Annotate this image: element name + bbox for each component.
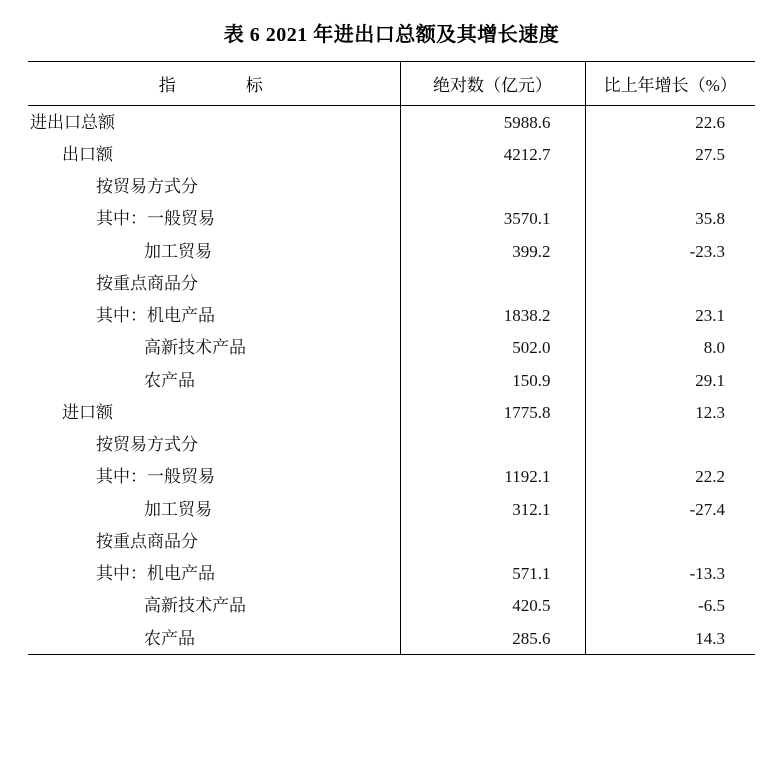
table-row [28,138,755,170]
row-growth-value: 14.3 [585,622,755,655]
row-growth-value [585,525,755,557]
table-row [28,429,755,461]
column-header-absolute: 绝对数（亿元） [400,62,585,106]
row-label: 出口额 [62,144,113,164]
row-growth-value: 35.8 [585,203,755,235]
row-absolute-value: 420.5 [400,590,585,622]
table-body [28,106,755,655]
row-label: 按贸易方式分 [96,177,198,196]
row-absolute-value: 150.9 [400,364,585,396]
row-growth-value: -6.5 [585,590,755,622]
table-title: 表 6 2021 年进出口总额及其增长速度 [223,24,560,46]
table-header-row [28,62,755,106]
row-absolute-value [400,525,585,557]
row-growth-value [585,267,755,299]
row-growth-value: 29.1 [585,364,755,396]
row-growth-value: -13.3 [585,558,755,590]
row-growth-value: 22.6 [585,106,755,139]
table-row [28,235,755,267]
row-growth-value: 22.2 [585,461,755,493]
row-absolute-value: 312.1 [400,493,585,525]
table-row [28,332,755,364]
row-label: 加工贸易 [144,241,212,261]
row-growth-value: 8.0 [585,332,755,364]
row-label: 按贸易方式分 [96,435,198,454]
row-label: 高新技术产品 [144,596,246,616]
row-absolute-value: 571.1 [400,558,585,590]
row-growth-value [585,429,755,461]
row-growth-value [585,171,755,203]
row-label: 其中：机电产品 [96,306,215,325]
row-growth-value: 12.3 [585,396,755,428]
table-row [28,300,755,332]
table-header [28,62,755,106]
row-absolute-value: 285.6 [400,622,585,655]
table-row [28,590,755,622]
row-label: 农产品 [144,370,195,390]
column-header-growth: 比上年增长（%） [585,62,755,106]
row-absolute-value: 4212.7 [400,138,585,170]
row-absolute-value [400,267,585,299]
row-absolute-value: 3570.1 [400,203,585,235]
row-label: 其中：机电产品 [96,564,215,583]
trade-statistics-table [28,61,755,655]
row-label: 进出口总额 [30,112,115,132]
row-absolute-value [400,429,585,461]
row-label: 高新技术产品 [144,338,246,358]
table-row [28,106,755,139]
table-row [28,171,755,203]
row-label: 进口额 [62,402,113,422]
row-label: 按重点商品分 [96,531,198,551]
table-row [28,461,755,493]
column-header-indicator: 指 标 [28,62,400,106]
row-absolute-value: 1775.8 [400,396,585,428]
row-label: 其中：一般贸易 [96,467,215,487]
row-growth-value: -27.4 [585,493,755,525]
table-row [28,558,755,590]
row-label: 农产品 [28,622,400,655]
table-row [28,396,755,428]
table-row [28,622,755,655]
row-absolute-value: 1192.1 [400,461,585,493]
table-row [28,364,755,396]
row-absolute-value: 502.0 [400,332,585,364]
row-growth-value: 23.1 [585,300,755,332]
table-row [28,493,755,525]
table-row [28,203,755,235]
row-label: 按重点商品分 [96,273,198,293]
row-absolute-value: 5988.6 [400,106,585,139]
row-label: 加工贸易 [144,499,212,519]
table-row [28,267,755,299]
row-growth-value: -23.3 [585,235,755,267]
row-absolute-value [400,171,585,203]
row-absolute-value: 399.2 [400,235,585,267]
table-row [28,525,755,557]
row-absolute-value: 1838.2 [400,300,585,332]
row-growth-value: 27.5 [585,138,755,170]
row-label: 其中：一般贸易 [96,209,215,229]
